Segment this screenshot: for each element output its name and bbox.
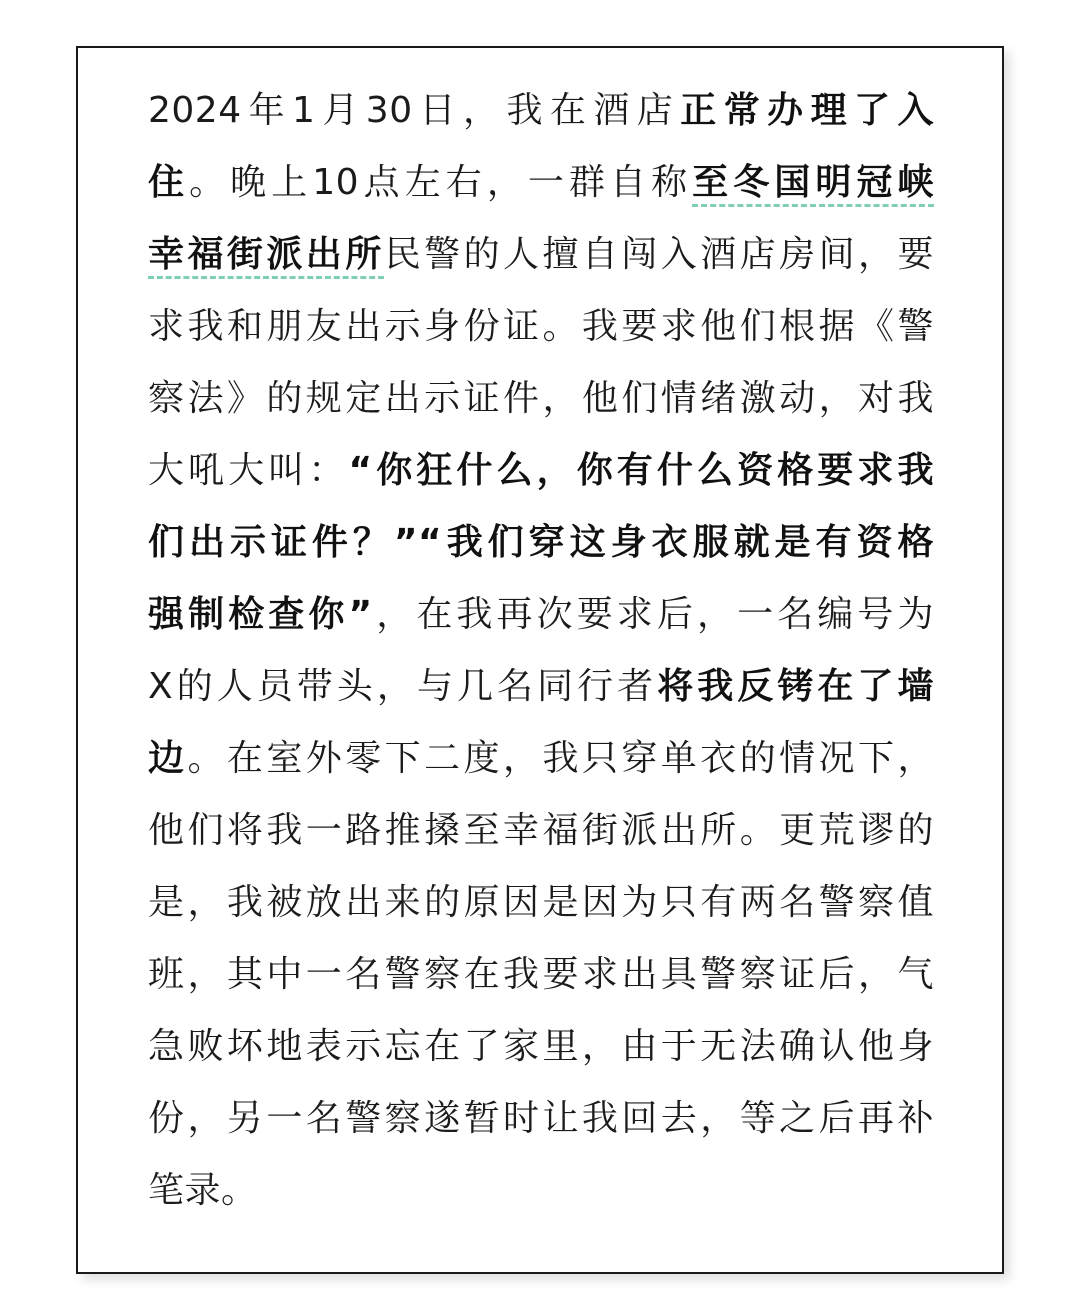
bold-text-segment: 正常办理了入 [680,90,934,131]
text-segment: 察法》的规定出示证件，他们情绪激动，对我 [148,378,934,419]
text-segment: 大吼大叫： [148,450,349,491]
text-line [148,795,934,867]
text-segment: 笔录。 [148,1170,258,1211]
text-segment: 急败坏地表示忘在了家里，由于无法确认他身 [148,1026,934,1067]
bold-text-segment: 边 [148,738,188,779]
bold-text-segment: 至冬国明冠峡 [692,162,934,203]
bold-text-segment: 住 [148,162,190,203]
text-segment: 份，另一名警察遂暂时让我回去，等之后再补 [148,1098,934,1139]
text-segment: 2024年1月30日，我在酒店 [148,90,681,131]
text-line [148,579,934,651]
bold-text-segment: 幸福街派出所 [148,234,385,275]
text-segment: 求我和朋友出示身份证。我要求他们根据《警 [148,306,934,347]
text-segment: 。晚上10点左右，一群自称 [189,162,693,203]
text-segment: 是，我被放出来的原因是因为只有两名警察值 [148,882,934,923]
text-line [148,219,934,291]
text-line [148,75,934,147]
text-line [148,867,934,939]
text-line [148,1155,258,1227]
text-segment: 他们将我一路推搡至幸福街派出所。更荒谬的 [148,810,934,851]
text-line [148,1011,934,1083]
text-line [148,723,934,795]
text-line [148,507,934,579]
text-segment: ，在我再次要求后，一名编号为 [372,594,934,635]
text-line [148,291,934,363]
text-segment: X的人员带头，与几名同行者 [148,666,658,707]
text-line [148,363,934,435]
text-line [148,1083,934,1155]
bold-text-segment: “你狂什么，你有什么资格要求我 [348,450,934,491]
text-line [148,651,934,723]
text-segment: 班，其中一名警察在我要求出具警察证后，气 [148,954,934,995]
bold-text-segment: 将我反铐在了墙 [657,666,934,707]
text-line [148,147,934,219]
text-segment: 。在室外零下二度，我只穿单衣的情况下， [187,738,934,779]
bold-text-segment: 强制检查你” [148,594,373,635]
bold-text-segment: 们出示证件？”“我们穿这身衣服就是有资格 [148,522,934,563]
text-segment: 民警的人擅自闯入酒店房间，要 [384,234,934,275]
text-line [148,435,934,507]
text-line [148,939,934,1011]
